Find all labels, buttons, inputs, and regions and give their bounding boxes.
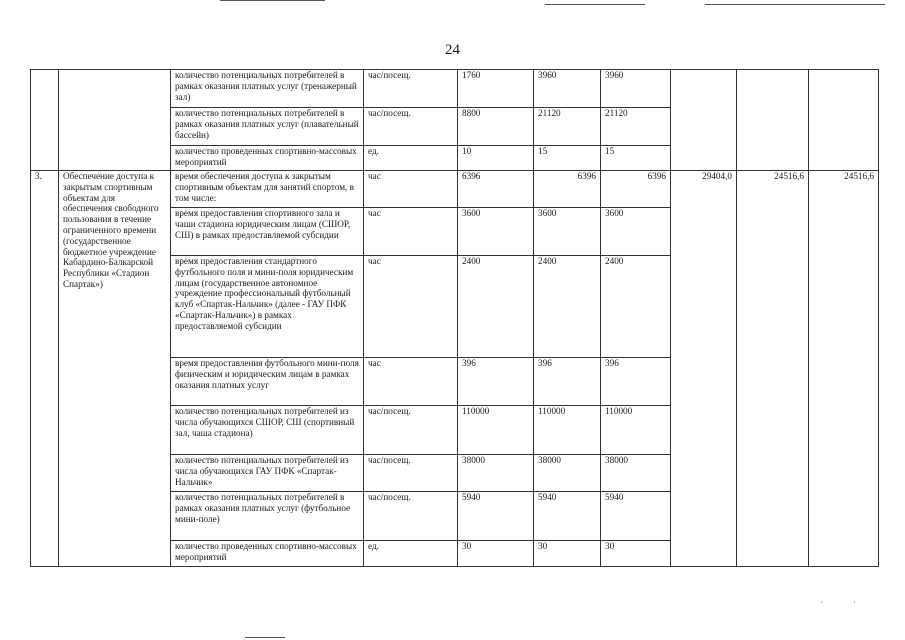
indicator-cell: количество потенциальных потребителей в рамках оказания платных услуг (тренажерный зал) [171,70,364,108]
value-cell: 10 [458,146,534,171]
finance-cell [671,70,737,171]
value-cell: 30 [601,541,671,567]
indicator-cell: время предоставления спортивного зала и чаши стадиона юридическим лицам (СШОР, СШ) в рамках предоставляемой субсидии [171,208,364,256]
scan-speck: · [820,598,823,607]
value-cell: 38000 [458,455,534,492]
scan-artifact [545,4,645,5]
value-cell: 15 [534,146,601,171]
value-cell: 6396 [601,171,671,208]
value-cell: 3600 [534,208,601,256]
finance-cell: 24516,6 [809,171,879,567]
number-cell [31,70,59,108]
value-cell: 110000 [601,406,671,455]
value-cell: 110000 [534,406,601,455]
value-cell: 30 [534,541,601,567]
name-cell [59,108,171,146]
value-cell: 2400 [458,256,534,358]
budget-table [30,69,879,567]
unit-cell: ед. [364,146,458,171]
indicator-cell: время обеспечения доступа к закрытым спортивным объектам для занятий спортом, в том числе: [171,171,364,208]
indicator-cell: количество проведенных спортивно-массовых мероприятий [171,541,364,567]
unit-cell: час/посещ. [364,406,458,455]
value-cell: 5940 [458,492,534,541]
scan-artifact [705,4,885,5]
name-cell [59,70,171,108]
value-cell: 21120 [601,108,671,146]
scan-speck: · [853,598,856,607]
scan-artifact [220,0,325,1]
unit-cell: час [364,358,458,406]
unit-cell: час/посещ. [364,455,458,492]
value-cell: 5940 [534,492,601,541]
value-cell: 396 [601,358,671,406]
value-cell: 21120 [534,108,601,146]
indicator-cell: количество потенциальных потребителей в рамках оказания платных услуг (футбольное мини-поле) [171,492,364,541]
finance-cell [737,70,809,171]
page-number: 24 [445,42,460,58]
finance-cell: 29404,0 [671,171,737,567]
value-cell: 3600 [601,208,671,256]
indicator-cell: количество потенциальных потребителей из числа обучающихся ГАУ ПФК «Спартак-Нальчик» [171,455,364,492]
indicator-cell: время предоставления футбольного мини-поля физическим и юридическим лицам в рамках оказания платных услуг [171,358,364,406]
value-cell: 3600 [458,208,534,256]
value-cell: 38000 [601,455,671,492]
value-cell: 38000 [534,455,601,492]
item-number: 3. [31,171,59,567]
value-cell: 3960 [534,70,601,108]
number-cell [31,108,59,146]
indicator-cell: время предоставления стандартного футбольного поля и мини-поля юридическим лицам (государственное автономное учреждение профессиональный футбольный клуб «Спартак-Нальчик» (далее - ГАУ ПФК «Спартак-Нальчик») в рамках предоставляемой субсидии [171,256,364,358]
value-cell: 2400 [601,256,671,358]
scan-artifact [245,637,285,638]
value-cell: 110000 [458,406,534,455]
value-cell: 30 [458,541,534,567]
unit-cell: час/посещ. [364,108,458,146]
indicator-cell: количество потенциальных потребителей из числа обучающихся СШОР, СШ (спортивный зал, чаша стадиона) [171,406,364,455]
finance-cell: 24516,6 [737,171,809,567]
value-cell: 3960 [601,70,671,108]
unit-cell: час/посещ. [364,492,458,541]
value-cell: 6396 [458,171,534,208]
indicator-cell: количество потенциальных потребителей в рамках оказания платных услуг (плавательный бассейн) [171,108,364,146]
value-cell: 1760 [458,70,534,108]
unit-cell: час [364,208,458,256]
unit-cell: час [364,256,458,358]
finance-cell [809,70,879,171]
value-cell: 396 [534,358,601,406]
table-row [31,171,879,208]
value-cell: 2400 [534,256,601,358]
table-row [31,70,879,108]
unit-cell: ед. [364,541,458,567]
unit-cell: час [364,171,458,208]
value-cell: 396 [458,358,534,406]
value-cell: 8800 [458,108,534,146]
value-cell: 15 [601,146,671,171]
item-name: Обеспечение доступа к закрытым спортивным объектам для обеспечения свободного пользования в течение ограниченного времени (государственное бюджетное учреждение Кабардино-Балкарской Республики «Стадион Спартак») [59,171,171,567]
unit-cell: час/посещ. [364,70,458,108]
name-cell [59,146,171,171]
indicator-cell: количество проведенных спортивно-массовых мероприятий [171,146,364,171]
number-cell [31,146,59,171]
value-cell: 5940 [601,492,671,541]
value-cell: 6396 [534,171,601,208]
